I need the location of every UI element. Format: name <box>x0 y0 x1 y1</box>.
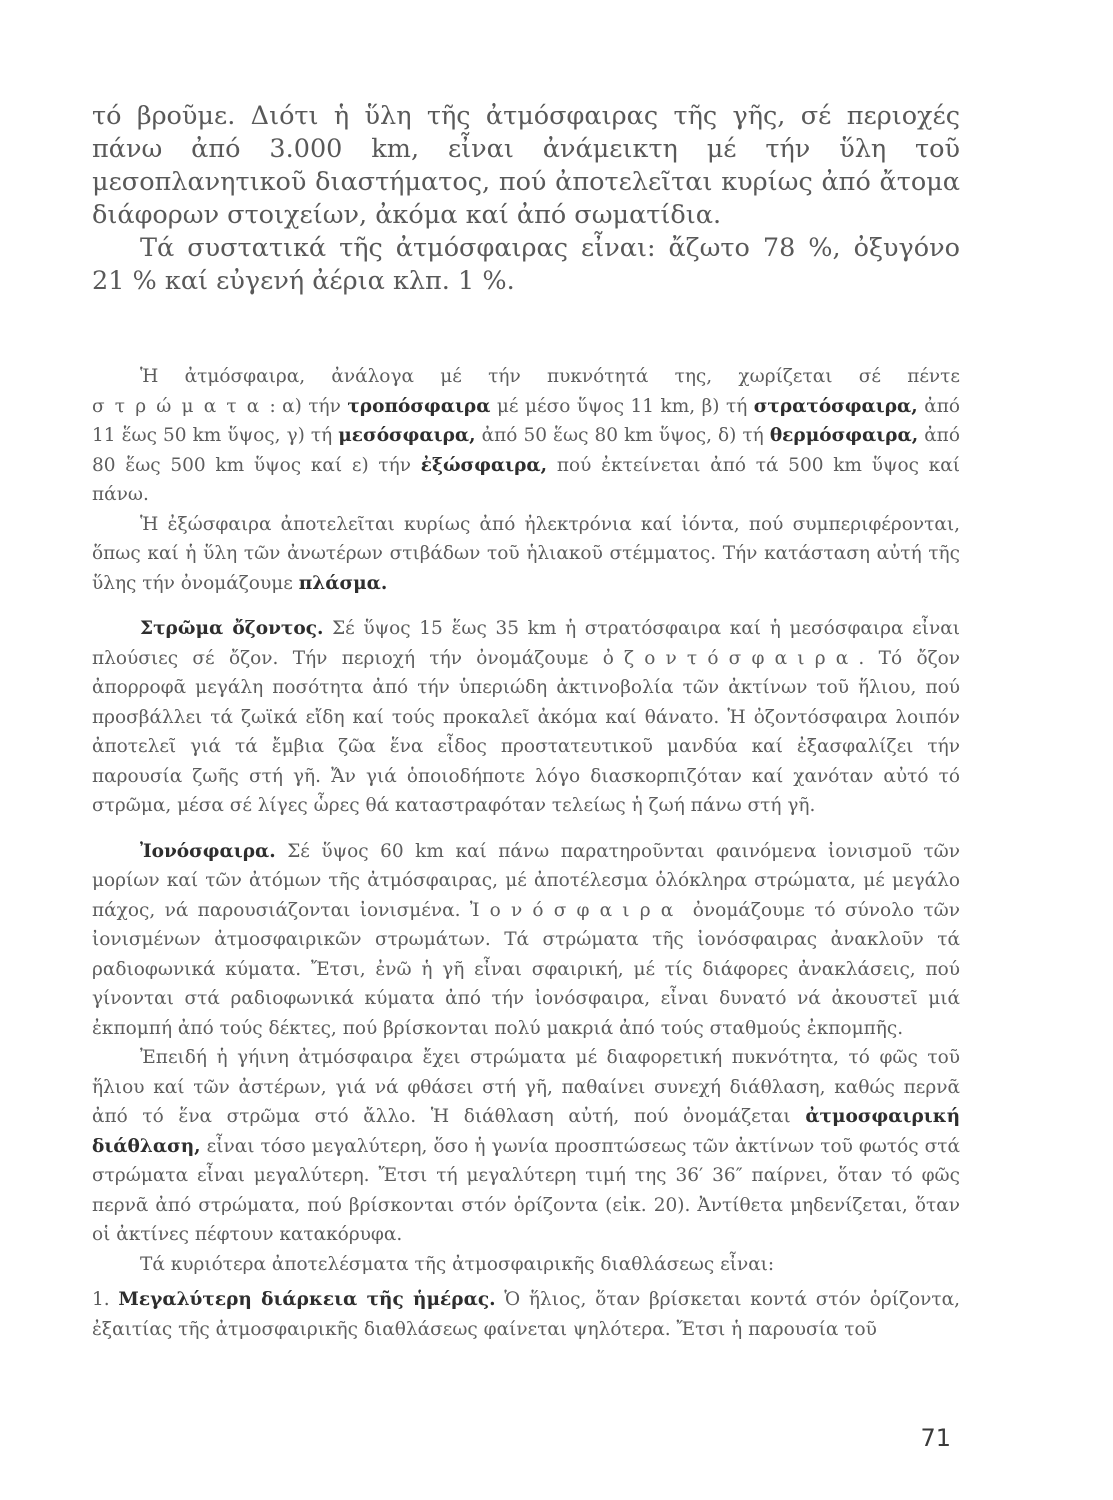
spaced-term-layers: στρώματα <box>92 395 270 417</box>
term-thermosphere: θερμόσφαιρα, <box>769 425 919 446</box>
ozone-paragraph: Στρῶμα ὄζοντος. Σέ ὕψος 15 ἕως 35 km ἡ στρατόσφαιρα καί ἡ μεσόσφαιρα εἶναι πλούσιες σέ ὄζον. Τήν περιοχή τήν ὀνομάζουμε ὀζοντόσφαιρα. Τό ὄζον ἀπορροφᾶ μεγάλη ποσότητα ἀπό τήν ὑπεριώδη ἀκτινοβολία τῶν ἀκτίνων τοῦ ἥλιου, πού προσβάλλει τά ζωϊκά εἴδη καί τούς προκαλεῖ ἀκόμα καί θάνατο. Ἡ ὀζοντόσφαιρα λοιπόν ἀποτελεῖ γιά τά ἔμβια ζῶα ἕνα εἶδος προστατευτικοῦ μανδύα καί ἐξασφαλίζει τήν παρουσία ζωῆς στή γῆ. Ἄν γιά ὁποιοδήποτε λόγο διασκορπιζόταν καί χανόταν αὐτό τό στρῶμα, μέσα σέ λίγες ὧρες θά καταστραφόταν τελείως ἡ ζωή πάνω στή γῆ. <box>92 618 960 816</box>
term-atmospheric-refraction: ἀτμοσφαιρική διάθλαση, <box>92 1106 961 1157</box>
effects-intro: Τά κυριότερα ἀποτελέσματα τῆς ἀτμοσφαιρικῆς διαθλάσεως εἶναι: <box>140 1253 775 1275</box>
term-stratosphere: στρατόσφαιρα, <box>753 395 918 417</box>
layers-paragraph: Ἡ ἀτμόσφαιρα, ἀνάλογα μέ τήν πυκνότητά της, χωρίζεται σέ πέντε στρώματα: α) τήν τροπόσφαιρα μέ μέσο ὕψος 11 km, β) τή στρατόσφαιρα, ἀπό 11 ἕως 50 km ὕψος, γ) τή μεσόσφαιρα, ἀπό 50 ἕως 80 km ὕψος, δ) τή θερμόσφαιρα, ἀπό 80 ἕως 500 km ὕψος καί ε) τήν ἐξώσφαιρα, πού ἐκτείνεται ἀπό τά 500 km ὕψος καί πάνω. <box>92 366 960 505</box>
ionosphere-heading: Ἰονόσφαιρα. <box>140 840 276 862</box>
effect-title: Μεγαλύτερη διάρκεια τῆς ἡμέρας. <box>118 1289 496 1310</box>
page-number: 71 <box>920 1424 951 1452</box>
exosphere-paragraph: Ἡ ἐξώσφαιρα ἀποτελεῖται κυρίως ἀπό ἠλεκτρόνια καί ἰόντα, πού συμπεριφέρονται, ὅπως καί ἡ ὕλη τῶν ἀνωτέρων στιβάδων τοῦ ἡλιακοῦ στέμματος. Τήν κατάσταση αὐτή τῆς ὕλης τήν ὀνομάζουμε πλάσμα. <box>92 513 960 594</box>
term-mesosphere: μεσόσφαιρα, <box>338 425 476 446</box>
intro-paragraph-2: Τά συστατικά τῆς ἀτμόσφαιρας εἶναι: ἄζωτο 78 %, ὀξυγόνο 21 % καί εὐγενή ἀέρια κλπ. 1 %. <box>92 233 960 296</box>
intro-section <box>92 100 960 298</box>
term-plasma: πλάσμα. <box>298 572 388 594</box>
term-troposphere: τροπόσφαιρα <box>347 395 491 417</box>
term-exosphere: ἐξώσφαιρα, <box>420 454 548 476</box>
ozone-heading: Στρῶμα ὄζοντος. <box>140 618 324 639</box>
effect-item-1: 1. Μεγαλύτερη διάρκεια τῆς ἡμέρας. Ὁ ἥλιος, ὅταν βρίσκεται κοντά στόν ὁρίζοντα, ἐξαιτίας τῆς ἀτμοσφαιρικῆς διαθλάσεως φαίνεται ψηλότερα. Ἔτσι ἡ παρουσία τοῦ <box>92 1289 960 1340</box>
spaced-term-ozonosphere: ὀζοντόσφαιρα <box>602 647 859 669</box>
intro-paragraph-1: τό βροῦμε. Διότι ἡ ὕλη τῆς ἀτμόσφαιρας τῆς γῆς, σέ περιοχές πάνω ἀπό 3.000 km, εἶναι ἀνάμεικτη μέ τήν ὕλη τοῦ μεσοπλανητικοῦ διαστήματος, πού ἀποτελεῖται κυρίως ἀπό ἄτομα διάφορων στοιχείων, ἀκόμα καί ἀπό σωματίδια. <box>92 101 960 230</box>
effect-number: 1. <box>92 1289 110 1310</box>
spaced-term-ionosphere: Ἰονόσφαιρα <box>469 899 684 921</box>
refraction-paragraph: Ἐπειδή ἡ γήινη ἀτμόσφαιρα ἔχει στρώματα μέ διαφορετική πυκνότητα, τό φῶς τοῦ ἥλιου καί τῶν ἀστέρων, γιά νά φθάσει στή γῆ, παθαίνει συνεχή διάθλαση, καθώς περνᾶ ἀπό τό ἕνα στρῶμα στό ἄλλο. Ἡ διάθλαση αὐτή, πού ὀνομάζεται ἀτμοσφαιρική διάθλαση, εἶναι τόσο μεγαλύτερη, ὅσο ἡ γωνία προσπτώσεως τῶν ἀκτίνων τοῦ φωτός στά στρώματα εἶναι μεγαλύτερη. Ἔτσι τή μεγαλύτερη τιμή της 36′ 36″ παίρνει, ὅταν τό φῶς περνᾶ ἀπό στρώματα, πού βρίσκονται στόν ὁρίζοντα (εἰκ. 20). Ἀντίθετα μηδενίζεται, ὅταν οἱ ἀκτίνες πέφτουν κατακόρυφα. <box>92 1047 961 1245</box>
body-section <box>92 362 960 1344</box>
ionosphere-paragraph: Ἰονόσφαιρα. Σέ ὕψος 60 km καί πάνω παρατηροῦνται φαινόμενα ἰονισμοῦ τῶν μορίων καί τῶν ἀτόμων τῆς ἀτμόσφαιρας, μέ ἀποτέλεσμα ὁλόκληρα στρώματα, μέ μεγάλο πάχος, νά παρουσιάζονται ἰονισμένα. Ἰονόσφαιρα ὀνομάζουμε τό σύνολο τῶν ἰονισμένων ἀτμοσφαιρικῶν στρωμάτων. Τά στρώματα τῆς ἰονόσφαιρας ἀνακλοῦν τά ραδιοφωνικά κύματα. Ἔτσι, ἐνῶ ἡ γῆ εἶναι σφαιρική, μέ τίς διάφορες ἀνακλάσεις, πού γίνονται στά ραδιοφωνικά κύματα ἀπό τήν ἰονόσφαιρα, εἶναι δυνατό νά ἀκουστεῖ μιά ἐκπομπή ἀπό τούς δέκτες, πού βρίσκονται πολύ μακριά ἀπό τούς σταθμούς ἐκπομπῆς. <box>92 840 960 1039</box>
